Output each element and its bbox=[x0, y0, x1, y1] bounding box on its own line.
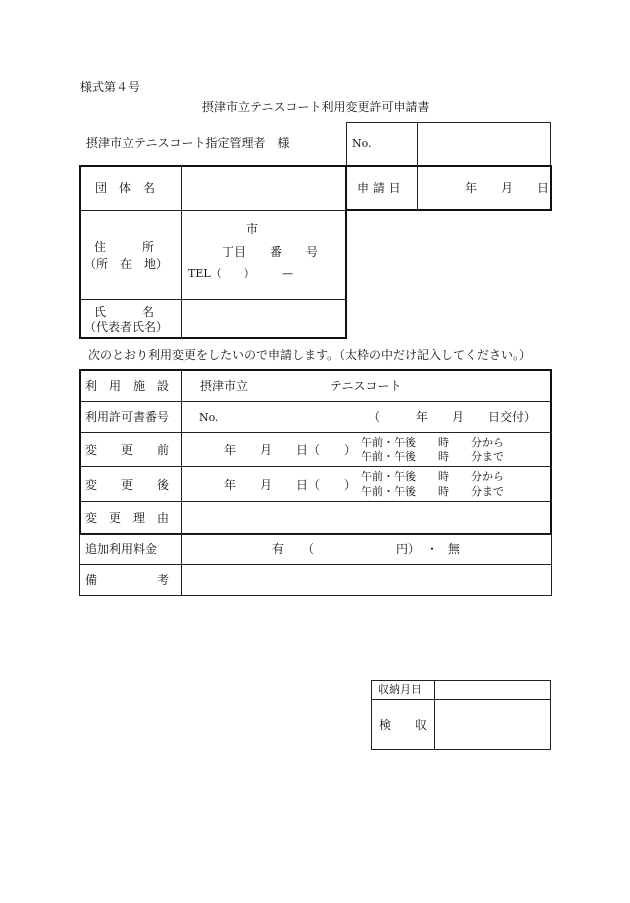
address-city[interactable]: 市 bbox=[246, 222, 259, 236]
after-time-to[interactable]: 午前・午後 時 分まで bbox=[361, 485, 504, 498]
group-name-field[interactable] bbox=[184, 168, 342, 208]
after-change-label: 変 更 後 bbox=[85, 478, 170, 492]
facility-city: 摂津市立 bbox=[200, 379, 249, 393]
fee-remarks-divider bbox=[181, 534, 182, 596]
after-time-from[interactable]: 午前・午後 時 分から bbox=[361, 470, 504, 483]
applicant-label-divider bbox=[181, 165, 182, 339]
change-reason-label: 変 更 理 由 bbox=[85, 511, 170, 525]
before-change-date[interactable]: 年 月 日（ ） bbox=[224, 443, 357, 457]
permit-number-label: 利用許可書番号 bbox=[85, 410, 170, 424]
form-number: 様式第４号 bbox=[80, 80, 141, 94]
before-time-from[interactable]: 午前・午後 時 分から bbox=[361, 436, 504, 449]
inspection-label: 検 収 bbox=[379, 718, 428, 732]
change-reason-field[interactable] bbox=[184, 504, 548, 532]
address-sub-label: （所 在 地） bbox=[84, 257, 169, 271]
additional-fee-label: 追加利用料金 bbox=[85, 542, 158, 556]
change-row-line-3 bbox=[79, 466, 552, 467]
change-row-line-1 bbox=[79, 401, 552, 402]
fee-yen-close: 円） bbox=[396, 542, 421, 556]
address-chome[interactable]: 丁目 番 号 bbox=[222, 245, 319, 259]
name-sub-label: （代表者氏名） bbox=[84, 320, 169, 334]
apply-date-divider bbox=[417, 165, 418, 211]
apply-date-label: 申 請 日 bbox=[357, 181, 401, 195]
instruction: 次のとおり利用変更をしたいので申請します。（太枠の中だけ記入してください。） bbox=[88, 348, 532, 362]
permit-issue-date[interactable]: （ 年 月 日交付） bbox=[368, 410, 537, 424]
facility-label: 利 用 施 設 bbox=[85, 379, 170, 393]
receipt-date-label: 収納月日 bbox=[378, 683, 422, 696]
representative-name-field[interactable] bbox=[184, 302, 342, 336]
address-label: 住 所 bbox=[94, 240, 155, 254]
before-time-to[interactable]: 午前・午後 時 分まで bbox=[361, 450, 504, 463]
applicant-row-line-1 bbox=[79, 210, 347, 211]
receipt-date-field[interactable] bbox=[437, 682, 548, 697]
before-change-label: 変 更 前 bbox=[85, 443, 170, 457]
fee-no[interactable]: 無 bbox=[448, 542, 461, 556]
address-tel[interactable]: TEL（ ） — bbox=[188, 267, 294, 280]
addressee: 摂津市立テニスコート指定管理者 様 bbox=[86, 136, 290, 150]
group-name-label: 団 体 名 bbox=[95, 181, 156, 195]
applicant-row-line-2 bbox=[79, 299, 347, 300]
fee-yes[interactable]: 有 bbox=[272, 542, 285, 556]
permit-number-prefix: No. bbox=[199, 411, 219, 424]
office-use-divider bbox=[434, 680, 435, 750]
number-field[interactable] bbox=[420, 124, 548, 164]
change-row-line-4 bbox=[79, 501, 552, 502]
apply-date-value[interactable]: 年 月 日 bbox=[465, 181, 550, 195]
number-label: No. bbox=[352, 137, 372, 150]
after-change-date[interactable]: 年 月 日（ ） bbox=[224, 478, 357, 492]
fee-remarks-row-line bbox=[79, 564, 552, 565]
facility-court: テニスコート bbox=[330, 379, 402, 393]
change-table-label-divider bbox=[181, 369, 182, 535]
fee-paren-open: （ bbox=[302, 542, 315, 556]
remarks-field[interactable] bbox=[184, 567, 548, 593]
form-title: 摂津市立テニスコート利用変更許可申請書 bbox=[202, 100, 430, 114]
inspection-field[interactable] bbox=[437, 702, 548, 747]
office-use-row-line bbox=[371, 699, 551, 700]
remarks-label: 備 考 bbox=[85, 573, 170, 587]
change-row-line-2 bbox=[79, 432, 552, 433]
fee-separator: ・ bbox=[426, 542, 439, 556]
name-label: 氏 名 bbox=[94, 305, 155, 319]
number-box-divider bbox=[417, 122, 418, 166]
